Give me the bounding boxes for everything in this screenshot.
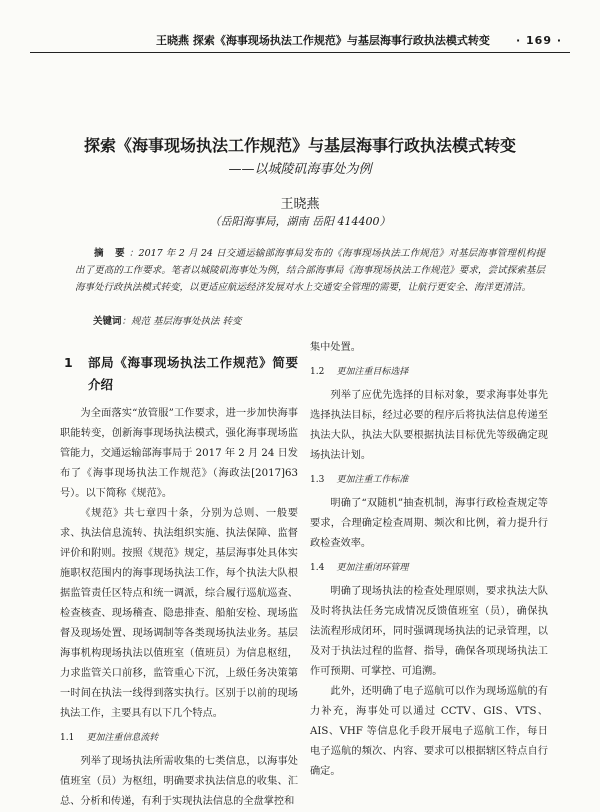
subsection-title: 更加注重工作标准 bbox=[336, 475, 409, 485]
subsection-1-3-heading bbox=[310, 470, 548, 490]
subsection-number: 1.1 bbox=[60, 733, 75, 743]
left-column bbox=[60, 338, 298, 812]
subsection-1-4-heading bbox=[310, 558, 548, 578]
keywords bbox=[93, 313, 543, 330]
subsection-title: 更加注重信息流转 bbox=[86, 733, 159, 743]
subsection-title: 更加注重目标选择 bbox=[336, 367, 409, 377]
abstract bbox=[75, 245, 545, 296]
paragraph: 此外，还明确了电子巡航可以作为现场巡航的有力补充，海事处可以通过 CCTV、GIS、VTS、AIS、VHF 等信息化手段开展电子巡航工作，每日电子巡航的频次、内容、要求可以根据辖区特点自行确定。 bbox=[310, 686, 548, 777]
paragraph: 明确了“双随机”抽查机制，海事行政检查规定等要求，合理确定检查周期、频次和比例，着力提升行政检查效率。 bbox=[310, 498, 548, 549]
subsection-1-1-heading bbox=[60, 728, 298, 748]
section-1-title: 部局《海事现场执法工作规范》简要介绍 bbox=[88, 355, 298, 392]
subsection-number: 1.4 bbox=[310, 563, 325, 573]
subsection-number: 1.2 bbox=[310, 367, 325, 377]
abstract-label: 摘 要 bbox=[94, 248, 129, 259]
paragraph: 为全面落实“放管服”工作要求，进一步加快海事职能转变，创新海事现场执法模式，强化海事现场监管能力，交通运输部海事局于 2017 年 2 月 24 日发布了《海事现场执法工作规范》（海政法[2017]63 号）。以下简称《规范》。 bbox=[60, 408, 298, 499]
article-subtitle: ——以城陵矶海事处为例 bbox=[228, 162, 372, 177]
running-header-title: 王晓燕 探索《海事现场执法工作规范》与基层海事行政执法模式转变 bbox=[156, 34, 490, 47]
subsection-1-2-heading bbox=[310, 362, 548, 382]
section-1-number: 1 bbox=[64, 355, 73, 370]
keywords-text: ：规范 基层海事处执法 转变 bbox=[121, 316, 242, 327]
subsection-title: 更加注重闭环管理 bbox=[336, 563, 409, 573]
paragraph: 《规范》共七章四十条，分别为总则、一般要求、执法信息流转、执法组织实施、执法保障、监督评价和附则。按照《规范》规定，基层海事处具体实施职权范围内的海事现场执法工作，每个执法大队根据监管责任区特点和统一调派，综合履行巡航巡查、检查核查、现场稽查、隐患排查、船舶安检、现场监督及现场处置、现场调制等各类现场执法业务。基层海事机构现场执法以值班室（值班员）为信息枢纽，力求监管关口前移，监管重心下沉，上级任务决策第一时间在执法一线得到落实执行。区别于以前的现场执法工作，主要具有以下几个特点。 bbox=[60, 508, 298, 719]
abstract-text: ：2017 年 2 月 24 日交通运输部海事局发布的《海事现场执法工作规范》对基层海事管理机构提出了更高的工作要求。笔者以城陵矶海事处为例，结合部海事局《海事现场执法工作规范》要求，尝试探索基层海事处行政执法模式转变，以更适应航运经济发展对水上交通安全管理的需要，让航行更安全、海洋更清洁。 bbox=[75, 248, 545, 293]
author-name: 王晓燕 bbox=[280, 197, 320, 212]
paragraph: 列举了现场执法所需收集的七类信息，以海事处值班室（员）为枢纽，明确要求执法信息的收集、汇总、分析和传递，有利于实现执法信息的全盘掌控和 bbox=[60, 756, 298, 807]
section-1-heading bbox=[60, 352, 298, 396]
keywords-label: 关键词 bbox=[93, 316, 122, 327]
paragraph: 明确了现场执法的检查处理原则，要求执法大队及时将执法任务完成情况反馈值班室（员），确保执法流程形成闭环，同时强调现场执法的记录管理，以及对于执法过程的监督、指导，确保各项现场执法工作可预期、可掌控、可追溯。 bbox=[310, 586, 548, 677]
subsection-number: 1.3 bbox=[310, 475, 325, 485]
running-header bbox=[30, 30, 570, 53]
paragraph: 集中处置。 bbox=[310, 342, 361, 353]
page-number: · 169 · bbox=[516, 34, 562, 47]
paragraph: 列举了应优先选择的目标对象，要求海事处事先选择执法目标，经过必要的程序后将执法信息传递至执法大队，执法大队要根据执法目标优先等级确定现场执法计划。 bbox=[310, 390, 548, 461]
right-column bbox=[310, 338, 548, 782]
article-title: 探索《海事现场执法工作规范》与基层海事行政执法模式转变 bbox=[83, 136, 516, 155]
author-affiliation: （岳阳海事局，湖南 岳阳 414400） bbox=[209, 215, 391, 228]
